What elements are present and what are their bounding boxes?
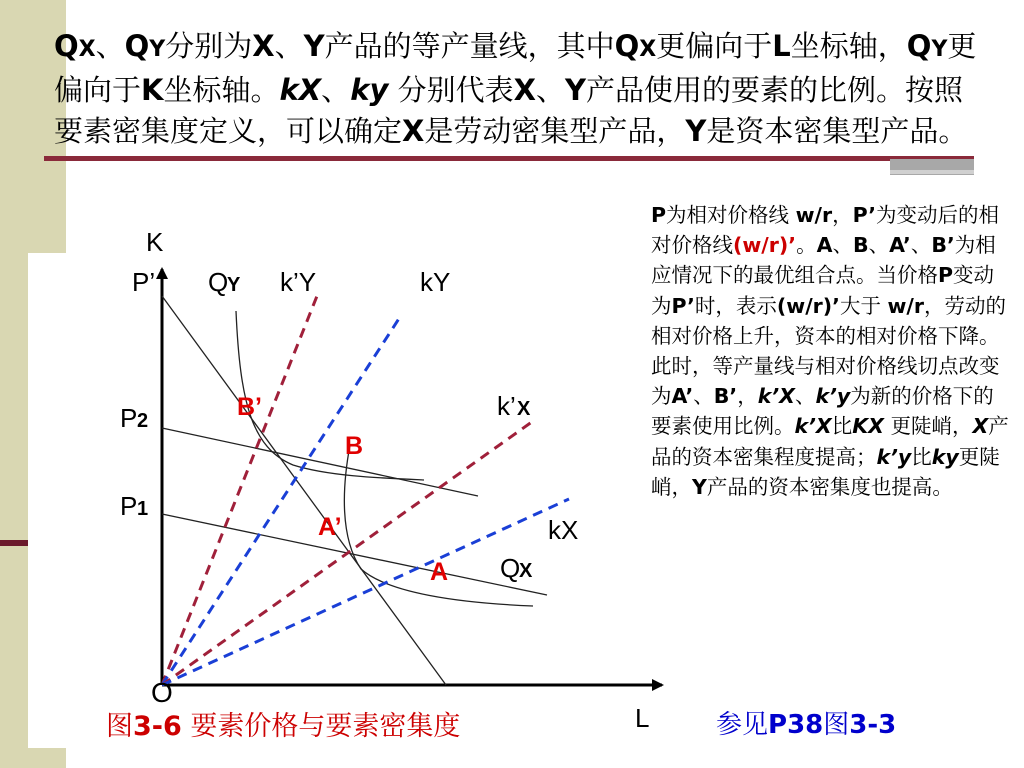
notes-text: k’y [815, 384, 851, 409]
intro-text: Y [564, 73, 586, 107]
point-b-prime-label: B’ [237, 393, 262, 421]
notes-text: A’ [889, 233, 911, 258]
intro-text: 分别代表 [388, 73, 514, 107]
notes-text: 产品的资本密集程度提高； [651, 414, 1009, 469]
qy-label-q: Q [208, 267, 229, 297]
intro-text: 、 [95, 29, 125, 63]
intro-text: 、 [321, 73, 351, 107]
see-also-text: 图 [823, 710, 850, 740]
title-divider-rule [44, 156, 974, 161]
intro-text: Q [54, 29, 79, 63]
notes-text: w/r [795, 203, 833, 227]
notes-text: 为新的价格下的要素使用比例。 [651, 384, 994, 439]
notes-text: 为相对价格线 [666, 203, 796, 227]
ray-ky [162, 317, 400, 685]
l-axis-label: L [635, 703, 650, 733]
notes-text: 、 [693, 384, 714, 409]
notes-text: A’ [671, 384, 694, 409]
intro-text: Y [303, 29, 325, 63]
notes-text: 、 [832, 233, 853, 258]
see-also-text: 参见 [716, 710, 769, 740]
notes-text: ，劳动的相对价格上升，资本的相对价格下降。此时，等产量线与相对价格线切点改变为 [651, 293, 1007, 409]
intro-text: L [772, 29, 791, 63]
notes-text: 。 [796, 233, 817, 258]
notes-text: B’ [931, 233, 955, 258]
qx-label-x: X [519, 560, 533, 582]
caption-text: 要素价格与要素密集度 [181, 711, 461, 742]
p2-label-subscript: 2 [137, 410, 149, 432]
notes-text: 比 [911, 444, 932, 469]
p1-label-subscript: 1 [137, 498, 149, 520]
intro-text: Y [931, 37, 948, 62]
notes-text: 更陡峭， [651, 444, 1000, 499]
k-axis-label: K [146, 227, 164, 257]
intro-text: 产品的等产量线，其中 [324, 29, 615, 63]
intro-text: Q [906, 29, 932, 63]
notes-text: X [972, 414, 989, 439]
caption-number: 3-6 [133, 711, 182, 742]
see-also-reference [716, 704, 896, 741]
divider-shadow-bar-light [890, 170, 974, 174]
intro-text: X [402, 114, 425, 148]
isoquant-diagram [28, 227, 672, 748]
notes-text: 、 [794, 384, 816, 409]
intro-text: Y [149, 37, 166, 62]
point-b-label: B [345, 432, 364, 460]
notes-text: 变动为 [651, 263, 995, 318]
intro-text: 是资本密集型产品。 [706, 114, 968, 148]
price-line-p-prime [162, 296, 449, 685]
intro-text: kX [279, 73, 322, 107]
intro-text: 、 [535, 73, 565, 107]
notes-text: k’y [876, 444, 912, 469]
intro-text: Q [614, 29, 640, 63]
intro-text: Q [124, 29, 150, 63]
ky-label: kY [420, 267, 451, 297]
notes-text: A [816, 233, 833, 258]
figure-caption [106, 704, 460, 743]
notes-text: P’ [671, 293, 695, 318]
intro-text: X [78, 37, 96, 62]
intro-text: 分别为 [165, 29, 253, 63]
notes-text: P [938, 263, 954, 288]
p-prime-label: P’ [132, 267, 156, 297]
see-also-page: P38 [768, 710, 824, 740]
notes-text: (w/r)’ [776, 293, 840, 318]
intro-paragraph [54, 26, 984, 152]
notes-text: k’X [794, 414, 832, 439]
kprime-x-label-x: X [517, 398, 531, 420]
intro-text: X [252, 29, 275, 63]
notes-text: B’ [713, 384, 738, 409]
notes-text: (w/r)’ [733, 233, 797, 258]
notes-text: 大于 [839, 293, 888, 318]
point-a-prime-label: A’ [318, 513, 342, 541]
notes-text: 产品的资本密集度也提高。 [706, 474, 953, 499]
see-also-figure: 3-3 [849, 710, 897, 740]
intro-text: 更偏向于 [656, 29, 773, 63]
p2-label-p: P [120, 403, 138, 433]
notes-text: 为相应情况下的最优组合点。当价格 [651, 233, 996, 288]
intro-text: X [639, 37, 657, 62]
intro-text: 产品使用的要素的比例。按照要素密集度定义，可以确定 [54, 73, 963, 148]
intro-text: 、 [274, 29, 304, 63]
intro-text: X [513, 73, 536, 107]
point-a-label: A [430, 558, 449, 586]
notes-text: 比 [831, 414, 853, 439]
notes-text: 、 [910, 233, 932, 258]
notes-text: 更陡峭， [883, 414, 973, 439]
intro-text: 坐标轴。 [163, 73, 280, 107]
notes-text: w/r [887, 293, 925, 318]
notes-text: k’X [757, 384, 795, 409]
price-line-p1 [162, 514, 547, 595]
intro-text: 是劳动密集型产品， [424, 114, 686, 148]
notes-text: P [651, 203, 667, 227]
kprime-x-label-k: k’ [497, 391, 516, 421]
intro-text: K [141, 73, 164, 107]
notes-text: 、 [868, 233, 890, 258]
explanation-notes [651, 200, 1011, 502]
notes-text: 时，表示 [694, 293, 777, 318]
p1-label-p: P [120, 491, 138, 521]
intro-text: 坐标轴， [790, 29, 907, 63]
notes-text: Y [692, 474, 707, 499]
isoquant-qy [236, 311, 424, 480]
origin-label: O [151, 677, 173, 708]
notes-text: ， [832, 203, 853, 227]
notes-text: KX [852, 414, 884, 439]
intro-text: 更偏向于 [54, 29, 977, 107]
notes-text: P’ [852, 203, 876, 227]
intro-text: ky [350, 73, 389, 107]
qx-label-q: Q [500, 553, 521, 583]
kx-label: kX [548, 515, 579, 545]
kprime-y-label: k’Y [280, 267, 317, 297]
notes-text: 为变动后的相对价格线 [651, 203, 999, 258]
intro-text: Y [685, 114, 707, 148]
qy-label-y: Y [227, 274, 241, 296]
isoquant-diagram-panel [28, 227, 672, 748]
caption-text: 图 [106, 711, 133, 742]
notes-text: B [852, 233, 869, 258]
notes-text: ky [931, 444, 959, 469]
notes-text: ， [737, 384, 758, 409]
